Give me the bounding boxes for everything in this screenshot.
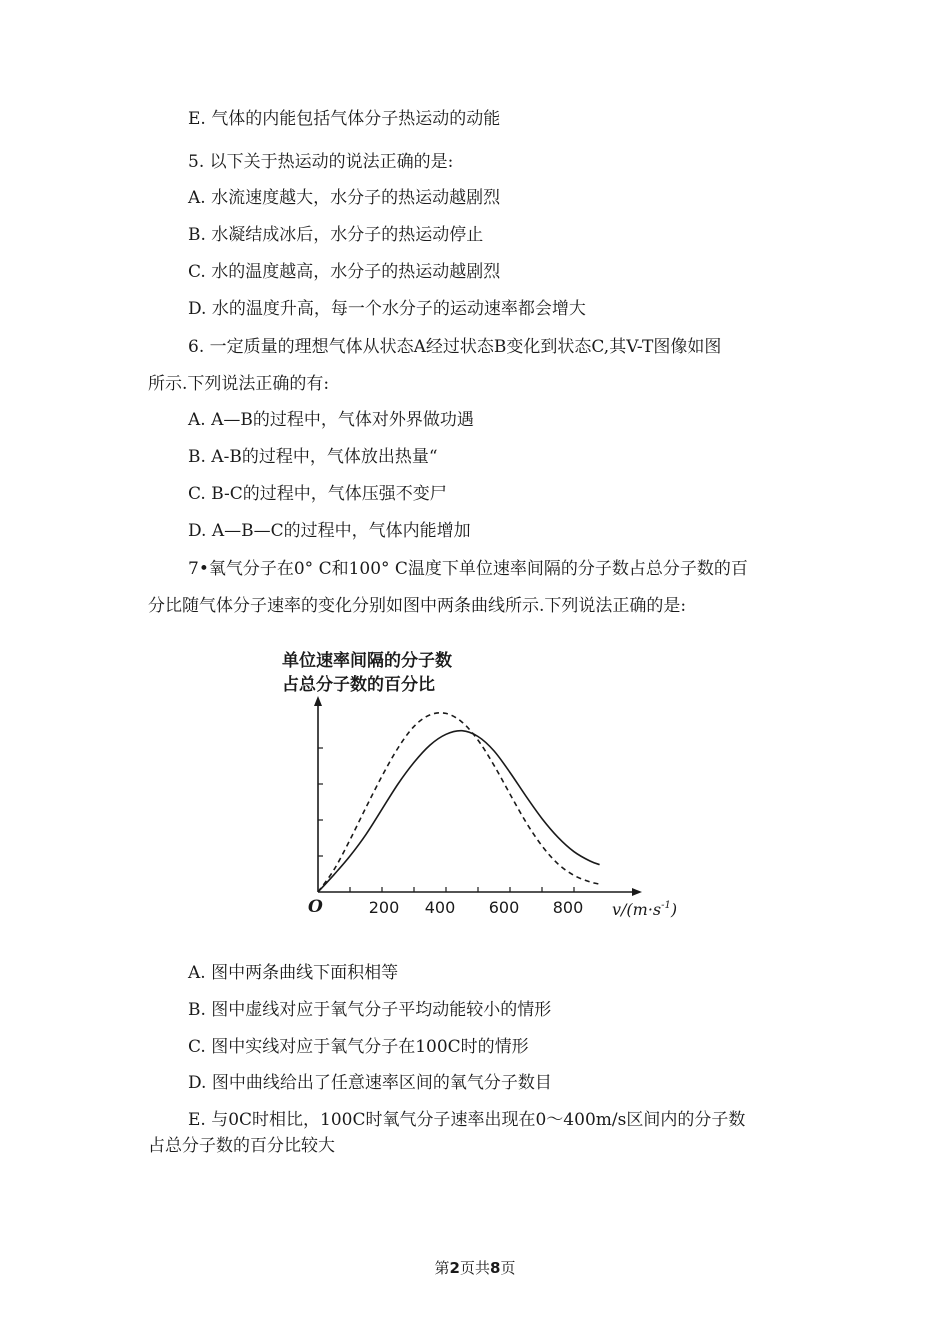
origin-label: O [308, 897, 323, 917]
footer-total-pages: 8 [490, 1259, 501, 1277]
option-6a: A. A—B的过程中，气体对外界做功遇 [188, 410, 474, 430]
x-axis-label-close: ) [670, 900, 678, 919]
question-7-stem-line1: 7•氧气分子在0° C和100° C温度下单位速率间隔的分子数占总分子数的百 [188, 559, 748, 579]
option-4e: E. 气体的内能包括气体分子热运动的动能 [188, 109, 501, 129]
x-axis-arrow [632, 888, 642, 896]
chart-title-line1: 单位速率间隔的分子数 [282, 651, 452, 671]
option-6d: D. A—B—C的过程中，气体内能增加 [188, 521, 471, 541]
option-5b: B. 水凝结成冰后，水分子的热运动停止 [188, 225, 484, 245]
y-axis-arrow [314, 696, 322, 706]
option-5d: D. 水的温度升高，每一个水分子的运动速率都会增大 [188, 299, 586, 319]
chart-title-line2: 占总分子数的百分比 [282, 675, 435, 695]
option-7e-line2: 占总分子数的百分比较大 [148, 1136, 335, 1156]
x-tick-label-600: 600 [488, 898, 520, 917]
question-5-stem: 5. 以下关于热运动的说法正确的是: [188, 152, 454, 172]
speed-distribution-figure [270, 640, 690, 930]
option-7a: A. 图中两条曲线下面积相等 [188, 963, 399, 983]
footer-page-number: 2 [449, 1259, 460, 1277]
option-5a: A. 水流速度越大，水分子的热运动越剧烈 [188, 188, 501, 208]
footer-prefix: 第 [434, 1259, 450, 1277]
question-6-stem-line1: 6. 一定质量的理想气体从状态A经过状态B变化到状态C,其V-T图像如图 [188, 337, 722, 357]
option-5c: C. 水的温度越高，水分子的热运动越剧烈 [188, 262, 501, 282]
x-tick-label-800: 800 [552, 898, 584, 917]
series-solid-curve [318, 731, 600, 892]
x-axis-label-exponent: -1 [661, 900, 671, 911]
page-footer [0, 1257, 950, 1278]
x-tick-label-400: 400 [424, 898, 456, 917]
question-6-stem-line2: 所示.下列说法正确的有: [148, 374, 330, 394]
speed-distribution-chart [270, 640, 690, 930]
option-7d: D. 图中曲线给出了任意速率区间的氧气分子数目 [188, 1073, 552, 1093]
x-tick-label-200: 200 [368, 898, 400, 917]
option-7e-line1: E. 与0C时相比，100C时氧气分子速率出现在0〜400m/s区间内的分子数 [188, 1110, 746, 1130]
x-axis-label-main: v/(m·s [612, 900, 662, 919]
footer-suffix: 页 [500, 1259, 516, 1277]
option-7c: C. 图中实线对应于氧气分子在100C时的情形 [188, 1037, 529, 1057]
x-axis-label [612, 900, 677, 919]
option-7b: B. 图中虚线对应于氧气分子平均动能较小的情形 [188, 1000, 552, 1020]
question-7-stem-line2: 分比随气体分子速率的变化分别如图中两条曲线所示.下列说法正确的是: [148, 596, 687, 616]
footer-middle: 页共 [459, 1259, 490, 1277]
option-6c: C. B-C的过程中，气体压强不变尸 [188, 484, 447, 504]
series-dashed-curve [318, 713, 600, 892]
option-6b: B. A-B的过程中，气体放出热量“ [188, 447, 438, 467]
